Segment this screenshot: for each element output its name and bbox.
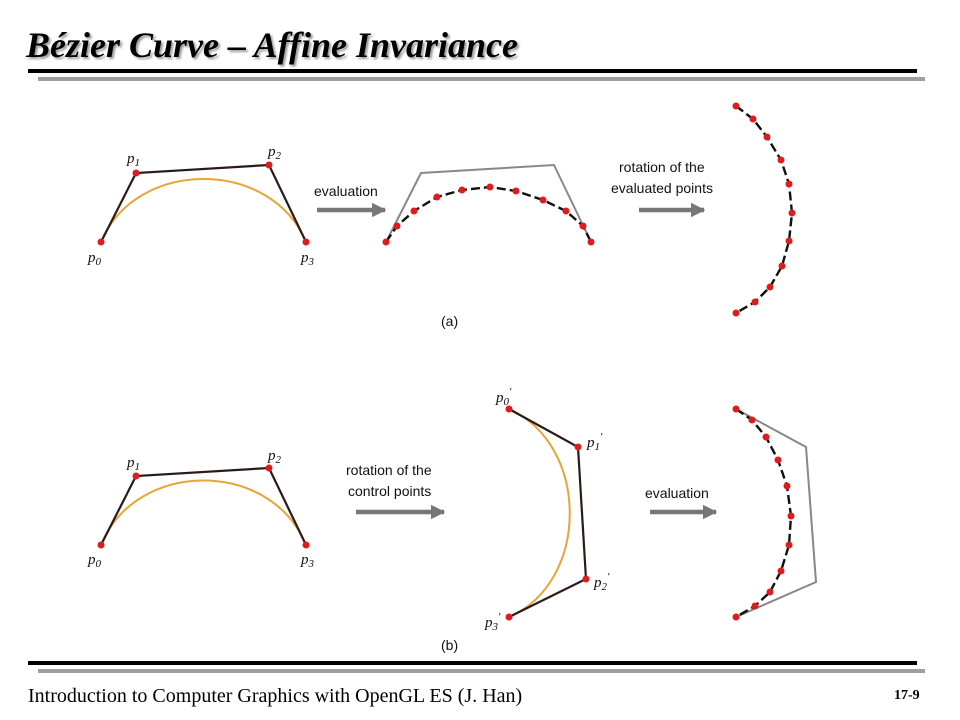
rotated-point [750,116,757,123]
label-p3-prime: $p_3'$ [485,611,501,633]
label-p2: $p_2$ [268,448,281,466]
evaluated-point [434,194,441,201]
evaluated-point [784,483,791,490]
row-a-evaluated-points-panel [383,165,595,246]
bezier-curve [101,179,306,242]
rotated-point [764,134,771,141]
footer-text: Introduction to Computer Graphics with OpenGL ES (J. Han) [28,685,523,707]
evaluated-point [513,188,520,195]
control-point-p0 [98,542,105,549]
rotated-bezier-curve [509,409,570,617]
evaluated-point [763,434,770,441]
control-point-p3 [303,542,310,549]
bezier-curve [101,481,306,546]
evaluated-point [749,417,756,424]
label-p1-prime: $p_1'$ [587,431,603,453]
label-evaluation-b: evaluation [645,485,709,501]
rotated-point [789,210,796,217]
control-point-p1 [133,473,140,480]
control-point-p2 [266,465,273,472]
control-point-p2 [266,162,273,169]
rotated-point [752,299,759,306]
evaluated-point [487,184,494,191]
label-p0-prime: $p_0'$ [496,386,512,408]
control-point-p2-prime [583,576,590,583]
evaluated-point [778,568,785,575]
evaluated-point [588,239,595,246]
row-a-control-polygon-panel [87,144,315,268]
control-point-p1-prime [575,444,582,451]
rotated-point [786,238,793,245]
control-point-p1 [133,170,140,177]
evaluated-point [540,197,547,204]
rotated-point [767,284,774,291]
label-p0: $p_0$ [88,552,101,570]
control-point-p3 [303,239,310,246]
label-p2-prime: $p_2'$ [594,571,610,593]
evaluated-point [786,542,793,549]
label-p1: $p_1$ [127,455,140,473]
evaluated-point [733,614,740,621]
label-p2: $p_2$ [268,144,281,162]
row-a-rotated-points-panel [733,103,796,317]
evaluated-point [767,589,774,596]
label-rotation-control-line2: control points [348,483,432,499]
label-p0: $p_0$ [88,250,101,268]
label-p3: $p_3$ [301,250,314,268]
label-p1: $p_1$ [127,151,140,169]
label-rotation-evaluated-line1: rotation of the [619,159,705,175]
evaluated-point [383,239,390,246]
control-point-p3-prime [506,614,513,621]
row-a [87,103,796,330]
row-b [87,386,816,653]
footer-divider-dark [28,661,917,665]
page-number: 17-9 [894,688,920,703]
control-polygon [101,165,306,242]
footer-divider-gray [38,669,925,673]
evaluated-point [394,223,401,230]
evaluated-point [733,406,740,413]
evaluated-rotated-curve [736,409,791,617]
caption-a: (a) [441,313,459,329]
evaluated-point [580,223,587,230]
evaluated-point [459,187,466,194]
row-b-evaluated-points-panel [733,406,817,621]
gray-rotated-control-polygon [736,409,816,617]
label-evaluation: evaluation [314,183,378,199]
gray-control-polygon [386,165,591,242]
evaluated-point [752,603,759,610]
rotated-point [779,263,786,270]
evaluated-curve [386,187,591,242]
label-rotation-evaluated-line2: evaluated points [611,180,713,196]
slide-title: Bézier Curve – Affine Invariance [26,25,518,65]
evaluated-point [411,208,418,215]
rotated-point [733,310,740,317]
label-p3: $p_3$ [301,552,314,570]
caption-b: (b) [441,637,459,653]
label-rotation-control-line1: rotation of the [346,462,432,478]
evaluated-point [788,513,795,520]
rotated-point [733,103,740,110]
rotated-point [778,157,785,164]
evaluated-point [775,457,782,464]
evaluated-point [563,208,570,215]
row-b-control-polygon-panel [87,448,315,570]
row-b-rotated-control-panel [484,386,610,633]
control-point-p0 [98,239,105,246]
rotated-point [786,181,793,188]
